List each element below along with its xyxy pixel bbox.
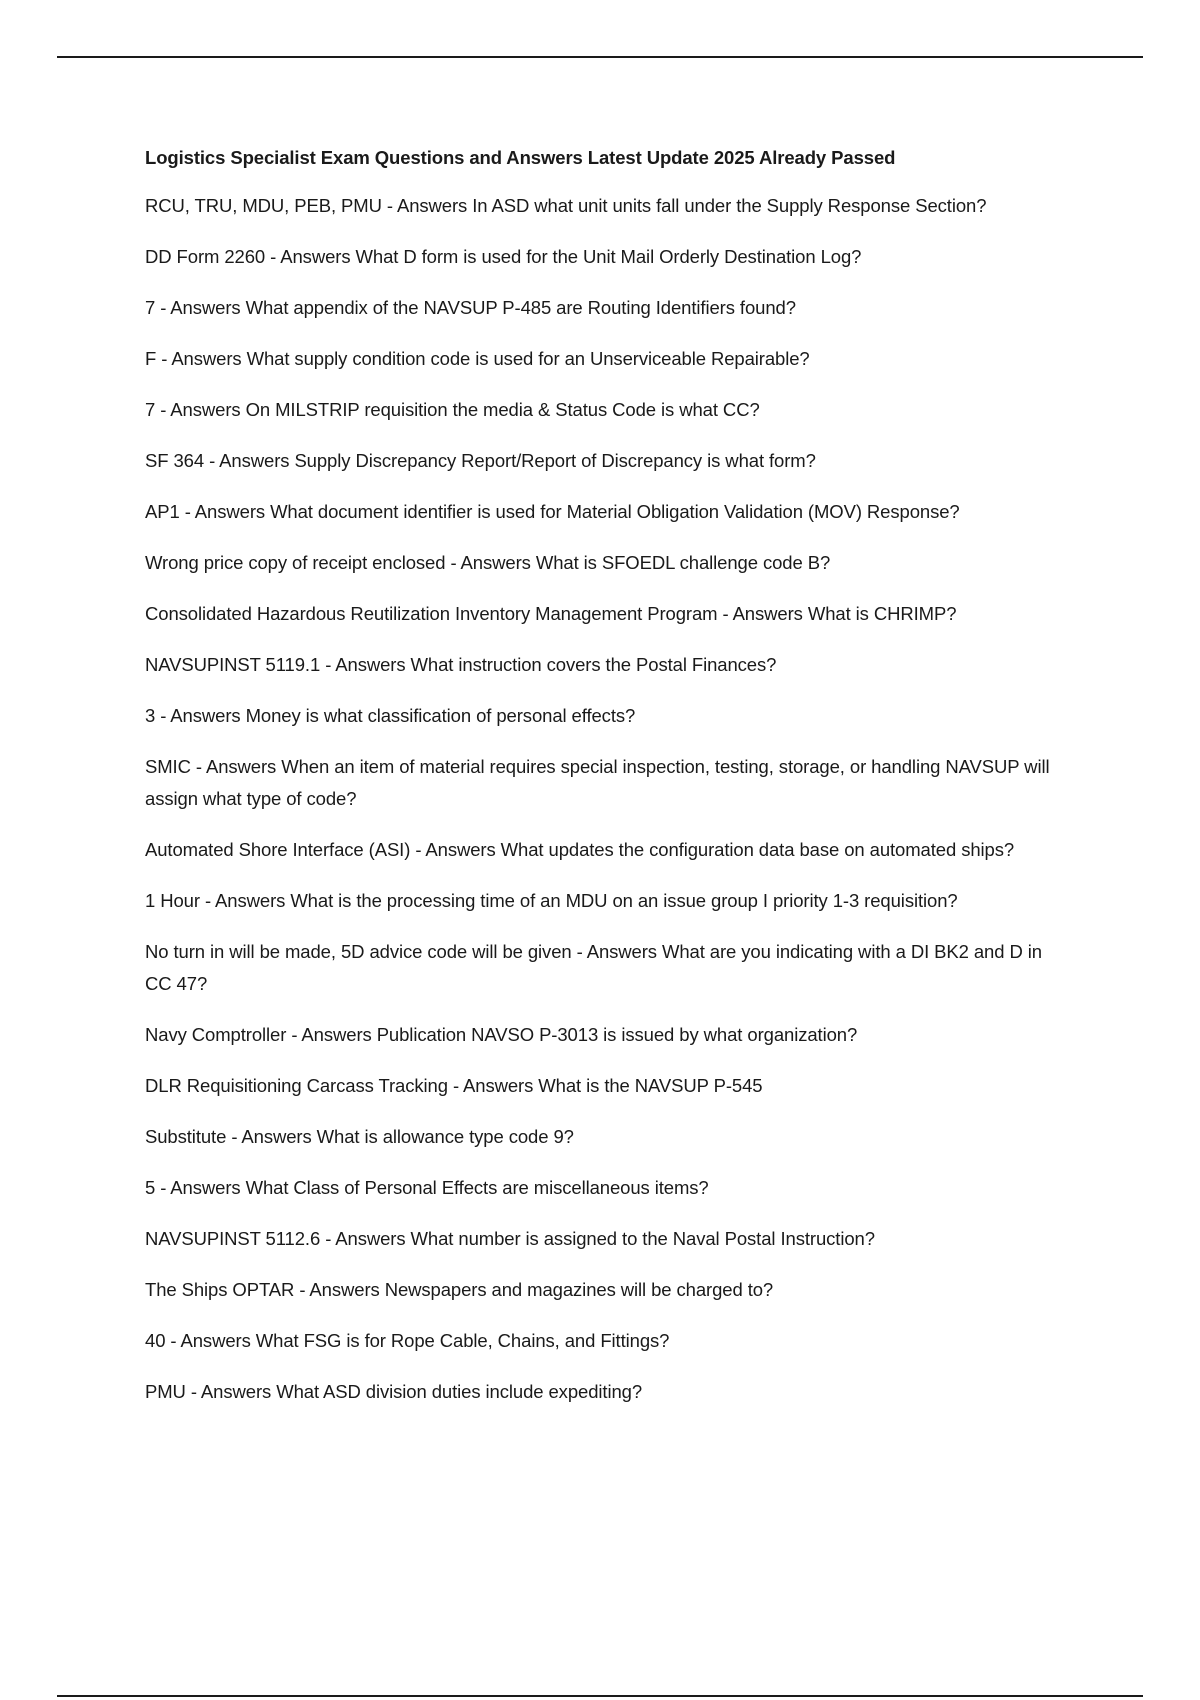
qa-item: SF 364 - Answers Supply Discrepancy Report/Report of Discrepancy is what form? [145, 450, 816, 471]
qa-item: F - Answers What supply condition code is used for an Unserviceable Repairable? [145, 348, 810, 369]
qa-item: RCU, TRU, MDU, PEB, PMU - Answers In ASD what unit units fall under the Supply Response Section? [145, 195, 987, 216]
qa-item: 1 Hour - Answers What is the processing time of an MDU on an issue group I priority 1-3 requisition? [145, 890, 958, 911]
document-body [145, 144, 1065, 1427]
qa-item: DD Form 2260 - Answers What D form is used for the Unit Mail Orderly Destination Log? [145, 246, 862, 267]
document-title: Logistics Specialist Exam Questions and Answers Latest Update 2025 Already Passed [145, 147, 896, 168]
qa-item: Automated Shore Interface (ASI) - Answers What updates the configuration data base on automated ships? [145, 839, 1015, 860]
qa-item: DLR Requisitioning Carcass Tracking - Answers What is the NAVSUP P-545 [145, 1075, 763, 1096]
qa-item: Substitute - Answers What is allowance type code 9? [145, 1126, 574, 1147]
qa-item: NAVSUPINST 5119.1 - Answers What instruction covers the Postal Finances? [145, 654, 777, 675]
footer-rule [57, 1695, 1143, 1697]
qa-item: No turn in will be made, 5D advice code will be given - Answers What are you indicating with a DI BK2 and D in CC 47? [145, 941, 1042, 994]
qa-item: PMU - Answers What ASD division duties include expediting? [145, 1381, 643, 1402]
qa-item: The Ships OPTAR - Answers Newspapers and magazines will be charged to? [145, 1279, 774, 1300]
qa-item: 7 - Answers What appendix of the NAVSUP P-485 are Routing Identifiers found? [145, 297, 796, 318]
qa-item: Wrong price copy of receipt enclosed - Answers What is SFOEDL challenge code B? [145, 552, 831, 573]
qa-item: 5 - Answers What Class of Personal Effects are miscellaneous items? [145, 1177, 709, 1198]
qa-item: NAVSUPINST 5112.6 - Answers What number is assigned to the Naval Postal Instruction? [145, 1228, 875, 1249]
qa-item: Navy Comptroller - Answers Publication NAVSO P-3013 is issued by what organization? [145, 1024, 858, 1045]
header-rule [57, 56, 1143, 58]
qa-item: 40 - Answers What FSG is for Rope Cable, Chains, and Fittings? [145, 1330, 670, 1351]
qa-item: 3 - Answers Money is what classification of personal effects? [145, 705, 636, 726]
qa-item: AP1 - Answers What document identifier is used for Material Obligation Validation (MOV) Response? [145, 501, 960, 522]
qa-list [145, 190, 1065, 1408]
qa-item: 7 - Answers On MILSTRIP requisition the media & Status Code is what CC? [145, 399, 760, 420]
qa-item: Consolidated Hazardous Reutilization Inventory Management Program - Answers What is CHRIMP? [145, 603, 957, 624]
qa-item: SMIC - Answers When an item of material requires special inspection, testing, storage, or handling NAVSUP will assign what type of code? [145, 756, 1050, 809]
